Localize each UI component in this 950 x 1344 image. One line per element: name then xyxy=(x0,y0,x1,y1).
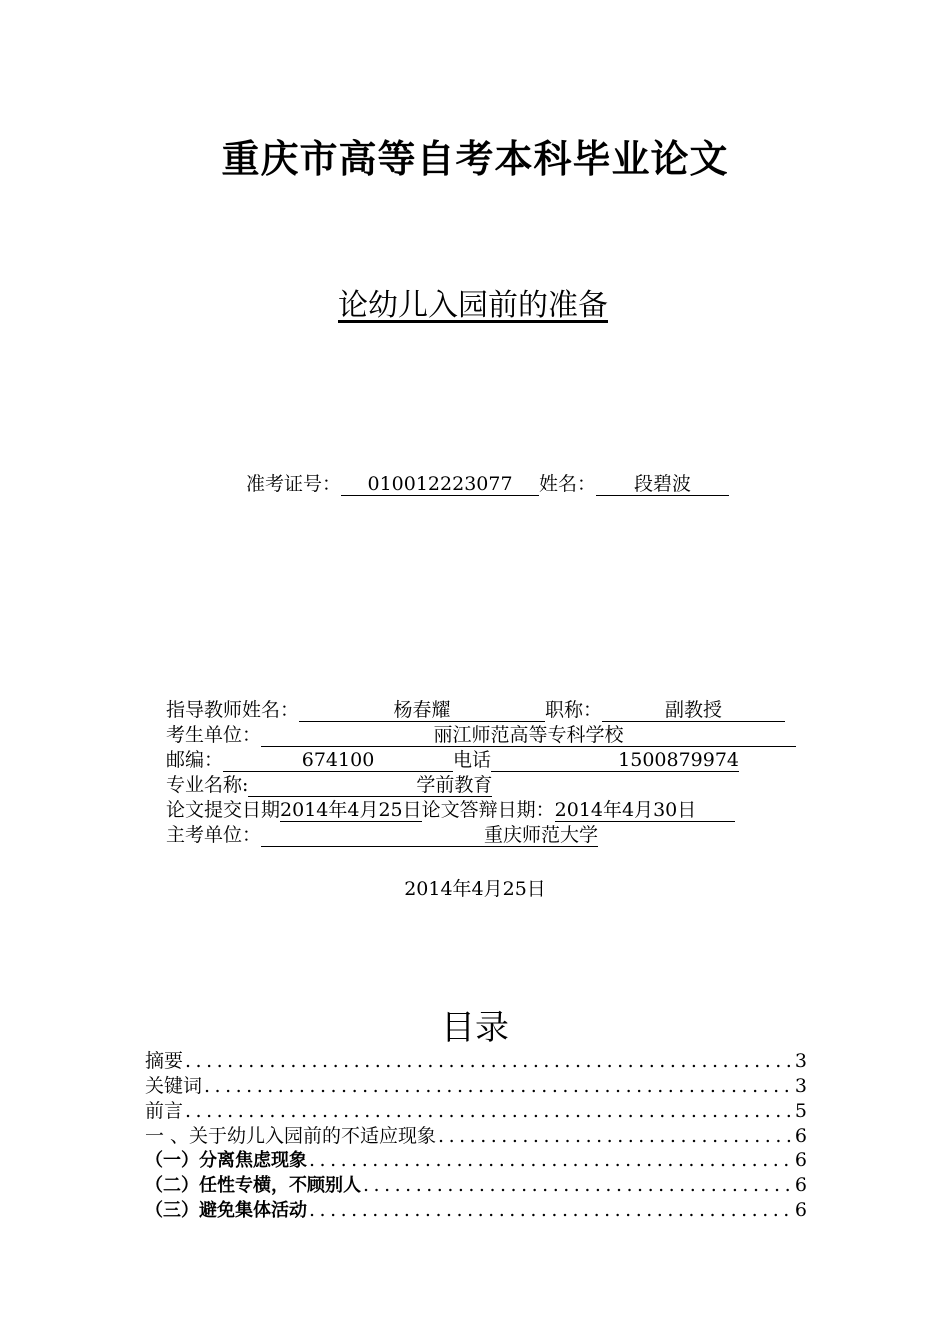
phone-label: 电话 xyxy=(453,749,492,771)
toc-item-section-1-2[interactable] xyxy=(145,1171,807,1196)
document-date: 2014年4月25日 xyxy=(404,878,546,900)
toc-item-label: 一 、关于幼儿入园前的不适应现象 xyxy=(145,1125,437,1146)
advisor-row xyxy=(166,698,785,722)
exam-unit-label: 主考单位： xyxy=(166,824,262,846)
document-title: 重庆市高等自考本科毕业论文 xyxy=(221,137,729,181)
phone-value: 1500879974 xyxy=(491,749,739,772)
defense-date: 2014年4月30日 xyxy=(555,799,735,822)
toc-title: 目录 xyxy=(441,1008,509,1048)
postcode-row xyxy=(166,748,739,772)
toc-item-page: 6 xyxy=(794,1125,807,1146)
rank-label: 职称： xyxy=(545,699,603,721)
toc-item-label: 摘要 xyxy=(145,1050,184,1071)
unit-row xyxy=(166,723,796,747)
toc-item-section-1-1[interactable] xyxy=(145,1146,807,1171)
submit-date: 2014年4月25日 xyxy=(280,799,422,821)
name-label: 姓名： xyxy=(539,473,597,495)
thesis-title: 论幼儿入园前的准备 xyxy=(338,288,608,323)
postcode-label: 邮编： xyxy=(166,749,224,771)
toc-item-label: 关键词 xyxy=(145,1075,203,1096)
submit-label: 论文提交日期 xyxy=(166,799,281,821)
toc-leader xyxy=(309,1149,793,1171)
toc-leader xyxy=(309,1199,793,1221)
toc-item-section-1-3[interactable] xyxy=(145,1196,807,1221)
toc-item-label: 前言 xyxy=(145,1100,184,1121)
toc-item-page: 3 xyxy=(794,1050,807,1071)
dates-row xyxy=(166,798,735,822)
exam-unit-value: 重庆师范大学 xyxy=(261,824,598,847)
toc-item-keywords[interactable] xyxy=(145,1071,807,1096)
exam-id-row xyxy=(246,472,729,496)
exam-id-label: 准考证号： xyxy=(246,473,342,495)
toc-leader xyxy=(438,1125,793,1146)
advisor-value: 杨春耀 xyxy=(299,699,545,722)
toc-item-abstract[interactable] xyxy=(145,1046,807,1071)
toc-leader xyxy=(363,1174,793,1196)
toc-item-page: 6 xyxy=(794,1199,807,1221)
unit-value: 丽江师范高等专科学校 xyxy=(261,724,796,747)
toc-item-label: （三）避免集体活动 xyxy=(145,1200,307,1221)
rank-value: 副教授 xyxy=(602,699,785,722)
toc-leader xyxy=(185,1050,793,1071)
defense-label: 论文答辩日期： xyxy=(421,799,555,821)
exam-unit-row xyxy=(166,823,598,847)
postcode-value: 674100 xyxy=(223,749,453,772)
advisor-label: 指导教师姓名： xyxy=(166,699,300,721)
toc-item-page: 6 xyxy=(794,1149,807,1171)
toc-item-label: （二）任性专横，不顾别人 xyxy=(145,1175,361,1196)
toc-item-section-1[interactable] xyxy=(145,1121,807,1146)
toc-item-page: 3 xyxy=(794,1075,807,1096)
toc-item-page: 5 xyxy=(794,1100,807,1121)
major-value: 学前教育 xyxy=(248,774,492,797)
toc-leader xyxy=(204,1075,793,1096)
exam-id-value: 010012223077 xyxy=(341,473,539,496)
major-label: 专业名称: xyxy=(166,774,249,796)
toc-leader xyxy=(185,1100,793,1121)
major-row xyxy=(166,773,492,797)
toc-item-label: （一）分离焦虑现象 xyxy=(145,1150,307,1171)
unit-label: 考生单位： xyxy=(166,724,262,746)
toc-item-page: 6 xyxy=(794,1174,807,1196)
name-value: 段碧波 xyxy=(596,473,729,496)
toc-item-preface[interactable] xyxy=(145,1096,807,1121)
